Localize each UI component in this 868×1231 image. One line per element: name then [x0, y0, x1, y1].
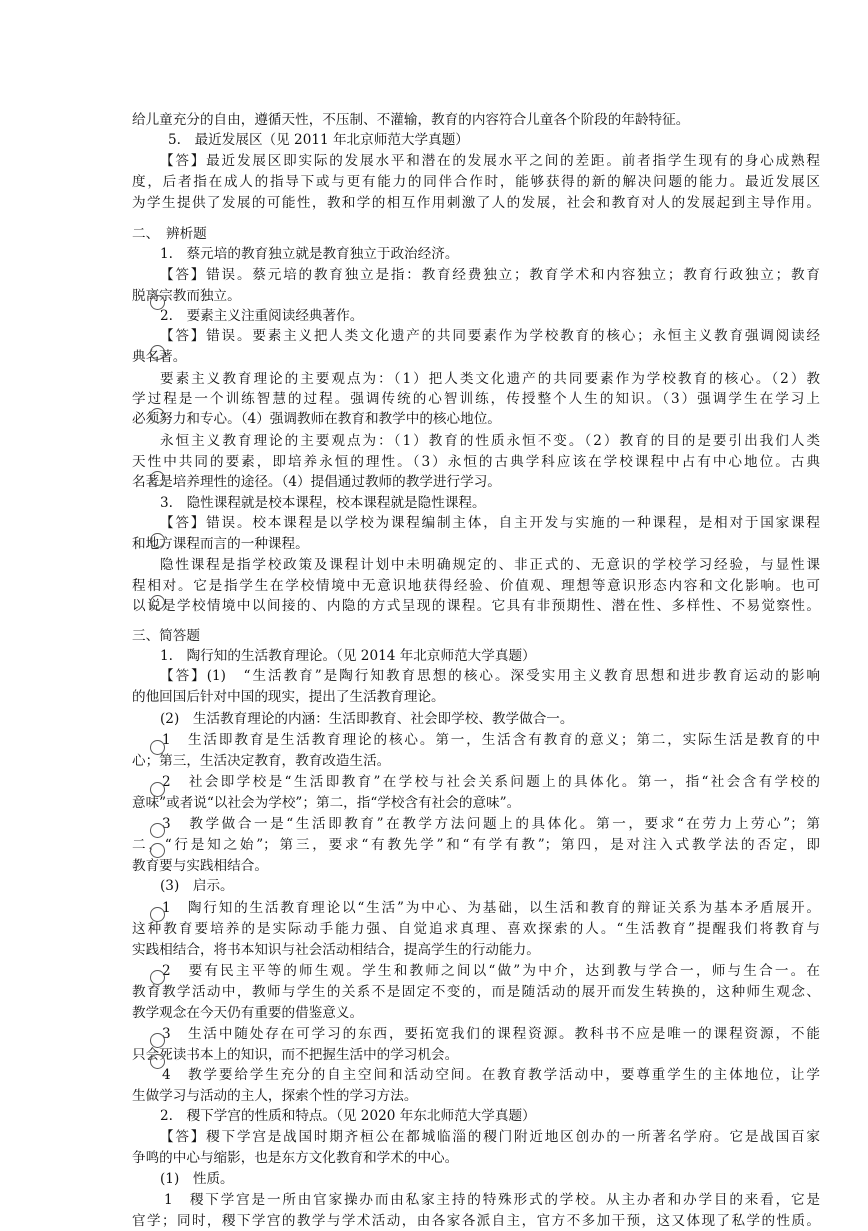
text-line: (1) 性质。 [160, 1171, 234, 1187]
text-line: 1 陶行知的生活教育理论以“生活”为中心、为基础，以生活和教育的辩证关系为基本矛盾展开。 [162, 900, 820, 916]
text-line: 只会死读书本上的知识，而不把握生活中的学习机会。 [132, 1047, 459, 1063]
text-line: 意味”或者说“以社会为学校”；第二，指“学校含有社会的意味”。 [132, 795, 521, 811]
text-line: 教育教学活动中，教师与学生的关系不是固定不变的，而是随活动的展开而发生转换的，这种师生观念、 [132, 984, 820, 1000]
text-line: 的他回国后针对中国的现实，提出了生活教育理论。 [132, 689, 445, 705]
list-marker-circle [150, 907, 165, 922]
text-line: 争鸣的中心与缩影，也是东方文化教育和学术的中心。 [132, 1150, 459, 1166]
text-line: 教育要与实践相结合。 [132, 858, 268, 874]
text-line: 实践相结合，将书本知识与社会活动相结合，提高学生的行动能力。 [132, 942, 540, 958]
text-line: 学过程是一个训练智慧的过程。强调传统的心智训练，传授整个人生的知识。（3）强调学生在学习上 [132, 391, 820, 407]
list-marker-circle [150, 295, 165, 310]
text-line: 为学生提供了发展的可能性，教和学的相互作用刺激了人的发展，社会和教育对人的发展起到主导作用。 [132, 195, 820, 211]
text-line: 给儿童充分的自由，遵循天性，不压制、不灌输，教育的内容符合儿童各个阶段的年龄特征。 [132, 112, 690, 128]
list-marker-circle [150, 471, 165, 486]
text-line: 脱离宗教而独立。 [132, 288, 241, 304]
text-line: (3) 启示。 [160, 878, 234, 894]
text-line: 名著是培养理性的途径。（4）提倡通过教师的教学进行学习。 [132, 474, 501, 490]
text-line: 天性中共同的要素，即培养永恒的理性。（3）永恒的古典学科应该在学校课程中占有中心地位。古典 [132, 454, 820, 470]
text-line: 教学观念在今天仍有重要的借鉴意义。 [132, 1005, 364, 1021]
text-line: 3 生活中随处存在可学习的东西，要拓宽我们的课程资源。教科书不应是唯一的课程资源，不能 [162, 1026, 820, 1042]
text-line: (2) 生活教育理论的内涵：生活即教育、社会即学校、教学做合一。 [160, 711, 574, 727]
text-line: 4 教学要给学生充分的自主空间和活动空间。在教育教学活动中，要尊重学生的主体地位，让学 [162, 1067, 820, 1083]
text-line: 要素主义教育理论的主要观点为：（1）把人类文化遗产的共同要素作为学校教育的核心。（2）教 [160, 371, 820, 387]
question-heading: 1. 蔡元培的教育独立就是教育独立于政治经济。 [160, 246, 459, 262]
text-line: 这种教育要培养的是实际动手能力强、自觉追求真理、喜欢探索的人。“生活教育”提醒我们将教育与 [132, 921, 820, 937]
text-line: 官学；同时，稷下学宫的教学与学术活动，由各家各派自主，官方不多加干预，这又体现了私学的性质。 [132, 1213, 820, 1229]
text-line: 心；第三，生活决定教育，教育改造生活。 [132, 753, 391, 769]
text-line: 和地方课程而言的一种课程。 [132, 536, 309, 552]
question-heading: 2. 要素主义注重阅读经典著作。 [160, 308, 364, 324]
text-line: 【答】(1) “生活教育”是陶行知教育思想的核心。深受实用主义教育思想和进步教育运动的影响 [160, 668, 820, 684]
list-marker-circle [150, 782, 165, 797]
list-marker-circle [150, 1054, 165, 1069]
text-line: 度，后者指在成人的指导下或与更有能力的同伴合作时，能够获得的新的解决问题的能力。最近发展区 [132, 174, 820, 190]
question-heading: 3. 隐性课程就是校本课程，校本课程就是隐性课程。 [160, 495, 486, 511]
text-line: 3 教学做合一是“生活即教育”在教学方法问题上的具体化。第一，要求“在劳力上劳心”；第 [162, 816, 820, 832]
text-line: 必须努力和专心。（4）强调教师在教育和教学中的核心地位。 [132, 411, 501, 427]
list-marker-circle [150, 843, 165, 858]
text-line: 【答】错误。蔡元培的教育独立是指：教育经费独立；教育学术和内容独立；教育行政独立；教育 [160, 267, 820, 283]
text-line: 【答】错误。要素主义把人类文化遗产的共同要素作为学校教育的核心；永恒主义教育强调阅读经 [160, 328, 820, 344]
list-marker-circle [150, 1033, 165, 1048]
text-line: 典名著。 [132, 349, 187, 365]
text-line: 生做学习与活动的主人，探索个性的学习方法。 [132, 1088, 418, 1104]
text-line: 隐性课程是指学校政策及课程计划中未明确规定的、非正式的、无意识的学校学习经验，与显性课 [160, 557, 820, 573]
list-marker-circle [150, 345, 165, 360]
text-line: 2 社会即学校是“生活即教育”在学校与社会关系问题上的具体化。第一，指“社会含有学校的 [162, 774, 820, 790]
text-line: 二，“行是知之始”；第三，要求“有教先学”和“有学有教”；第四，是对注入式教学法的否定，即 [132, 837, 820, 853]
list-marker-circle [150, 970, 165, 985]
section-heading: 二、 辨析题 [132, 226, 207, 242]
text-line: 1 稷下学宫是一所由官家操办而由私家主持的特殊形式的学校。从主办者和办学目的来看，它是 [164, 1192, 820, 1208]
text-line: 2 要有民主平等的师生观。学生和教师之间以“做”为中介，达到教与学合一，师与生合一。在 [162, 963, 820, 979]
list-marker-circle [150, 533, 165, 548]
text-line: 以说是学校情境中以间接的、内隐的方式呈现的课程。它具有非预期性、潜在性、多样性、不易觉察性。 [132, 598, 820, 614]
list-marker-circle [150, 823, 165, 838]
text-line: 程相对。它是指学生在学校情境中无意识地获得经验、价值观、理想等意识形态内容和文化影响。也可 [132, 578, 820, 594]
term-heading: 5. 最近发展区（见 2011 年北京师范大学真题） [168, 132, 469, 148]
list-marker-circle [150, 408, 165, 423]
question-heading: 1. 陶行知的生活教育理论。（见 2014 年北京师范大学真题） [160, 648, 536, 664]
text-line: 【答】错误。校本课程是以学校为课程编制主体，自主开发与实施的一种课程，是相对于国家课程 [160, 515, 820, 531]
text-line: 永恒主义教育理论的主要观点为：（1）教育的性质永恒不变。（2）教育的目的是要引出我们人类 [160, 433, 820, 449]
text-line: 【答】最近发展区即实际的发展水平和潜在的发展水平之间的差距。前者指学生现有的身心成熟程 [160, 153, 820, 169]
list-marker-circle [150, 595, 165, 610]
question-heading: 2. 稷下学宫的性质和特点。（见 2020 年东北师范大学真题） [160, 1108, 536, 1124]
text-line: 1 生活即教育是生活教育理论的核心。第一，生活含有教育的意义；第二，实际生活是教育的中 [162, 732, 820, 748]
section-heading: 三、简答题 [132, 628, 200, 644]
list-marker-circle [150, 740, 165, 755]
text-line: 【答】稷下学宫是战国时期齐桓公在都城临淄的稷门附近地区创办的一所著名学府。它是战国百家 [160, 1129, 820, 1145]
